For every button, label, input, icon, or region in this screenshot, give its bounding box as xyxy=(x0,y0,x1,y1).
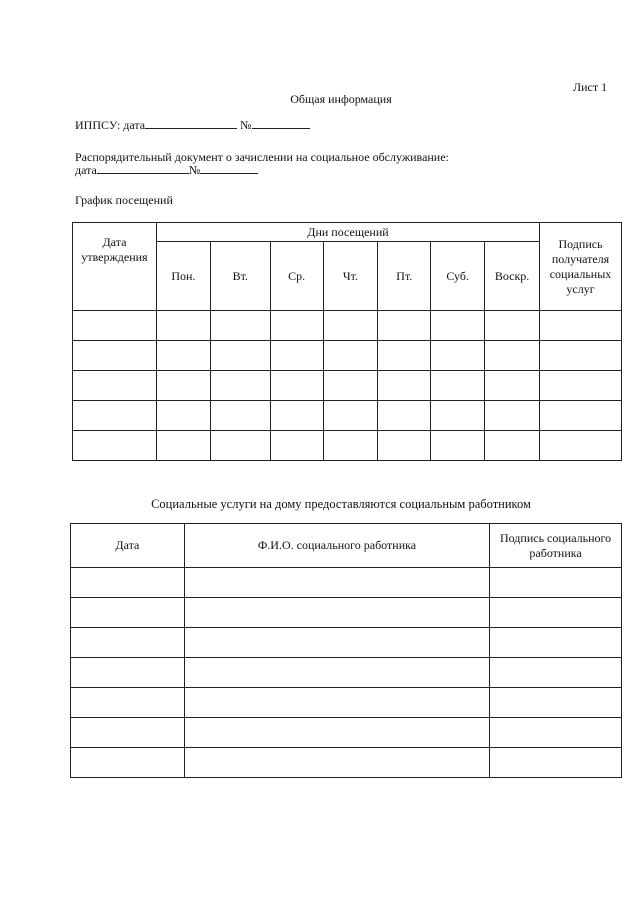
workers-cell[interactable] xyxy=(184,688,489,718)
order-number-blank xyxy=(200,163,258,174)
schedule-cell[interactable] xyxy=(73,371,157,401)
ippsu-label: ИППСУ: дата xyxy=(75,118,146,132)
schedule-cell[interactable] xyxy=(540,401,622,431)
schedule-cell[interactable] xyxy=(431,371,485,401)
workers-cell[interactable] xyxy=(490,748,622,778)
workers-cell[interactable] xyxy=(71,688,185,718)
schedule-table xyxy=(72,222,622,461)
schedule-header-days: Дни посещений xyxy=(156,223,539,242)
schedule-cell[interactable] xyxy=(210,431,270,461)
schedule-cell[interactable] xyxy=(323,431,378,461)
schedule-cell[interactable] xyxy=(485,401,540,431)
schedule-body xyxy=(73,311,622,461)
schedule-cell[interactable] xyxy=(540,341,622,371)
schedule-header-date: Дата утверждения xyxy=(73,223,157,311)
workers-header-signature: Подпись социального работника xyxy=(490,524,622,568)
day-header: Ср. xyxy=(270,242,323,311)
ippsu-number-sign: № xyxy=(240,118,252,132)
schedule-heading: График посещений xyxy=(75,193,173,207)
workers-cell[interactable] xyxy=(490,568,622,598)
schedule-cell[interactable] xyxy=(540,371,622,401)
schedule-cell[interactable] xyxy=(378,431,431,461)
workers-cell[interactable] xyxy=(490,598,622,628)
workers-cell[interactable] xyxy=(184,718,489,748)
schedule-row xyxy=(73,431,622,461)
schedule-cell[interactable] xyxy=(323,401,378,431)
schedule-cell[interactable] xyxy=(323,311,378,341)
schedule-cell[interactable] xyxy=(431,431,485,461)
schedule-cell[interactable] xyxy=(156,431,210,461)
schedule-cell[interactable] xyxy=(270,401,323,431)
workers-cell[interactable] xyxy=(184,658,489,688)
schedule-cell[interactable] xyxy=(73,431,157,461)
workers-cell[interactable] xyxy=(184,598,489,628)
workers-cell[interactable] xyxy=(71,658,185,688)
schedule-cell[interactable] xyxy=(378,401,431,431)
day-header: Воскр. xyxy=(485,242,540,311)
workers-cell[interactable] xyxy=(71,748,185,778)
schedule-cell[interactable] xyxy=(270,431,323,461)
schedule-cell[interactable] xyxy=(210,401,270,431)
schedule-cell[interactable] xyxy=(378,371,431,401)
day-header: Вт. xyxy=(210,242,270,311)
workers-row xyxy=(71,568,622,598)
schedule-cell[interactable] xyxy=(270,311,323,341)
schedule-cell[interactable] xyxy=(210,371,270,401)
workers-cell[interactable] xyxy=(71,598,185,628)
schedule-row xyxy=(73,311,622,341)
schedule-cell[interactable] xyxy=(485,431,540,461)
ippsu-line xyxy=(75,118,310,133)
order-document-line: Распорядительный документ о зачислении на социальное обслуживание: xyxy=(75,150,449,164)
schedule-cell[interactable] xyxy=(431,401,485,431)
order-document-fields xyxy=(75,163,258,178)
workers-heading: Социальные услуги на дому предоставляются социальным работником xyxy=(151,497,531,511)
workers-row xyxy=(71,628,622,658)
day-header: Пон. xyxy=(156,242,210,311)
workers-cell[interactable] xyxy=(184,748,489,778)
schedule-cell[interactable] xyxy=(485,311,540,341)
ippsu-number-blank xyxy=(252,118,310,129)
order-date-blank xyxy=(97,163,189,174)
workers-cell[interactable] xyxy=(71,568,185,598)
schedule-cell[interactable] xyxy=(73,341,157,371)
schedule-row xyxy=(73,401,622,431)
schedule-cell[interactable] xyxy=(540,431,622,461)
workers-body xyxy=(71,568,622,778)
schedule-cell[interactable] xyxy=(485,341,540,371)
workers-cell[interactable] xyxy=(71,628,185,658)
workers-row xyxy=(71,748,622,778)
day-header: Пт. xyxy=(378,242,431,311)
schedule-cell[interactable] xyxy=(540,311,622,341)
schedule-cell[interactable] xyxy=(378,311,431,341)
workers-row xyxy=(71,688,622,718)
workers-cell[interactable] xyxy=(184,568,489,598)
schedule-cell[interactable] xyxy=(156,311,210,341)
schedule-row xyxy=(73,371,622,401)
workers-cell[interactable] xyxy=(184,628,489,658)
workers-row xyxy=(71,718,622,748)
schedule-cell[interactable] xyxy=(323,341,378,371)
workers-cell[interactable] xyxy=(490,658,622,688)
day-header: Суб. xyxy=(431,242,485,311)
schedule-cell[interactable] xyxy=(73,401,157,431)
schedule-cell[interactable] xyxy=(323,371,378,401)
workers-header-name: Ф.И.О. социального работника xyxy=(184,524,489,568)
schedule-cell[interactable] xyxy=(378,341,431,371)
order-number-sign: № xyxy=(188,163,201,177)
schedule-cell[interactable] xyxy=(73,311,157,341)
ippsu-date-blank xyxy=(145,118,237,129)
workers-header-date: Дата xyxy=(71,524,185,568)
page-title: Общая информация xyxy=(290,92,392,106)
workers-cell[interactable] xyxy=(490,688,622,718)
schedule-cell[interactable] xyxy=(210,341,270,371)
workers-row xyxy=(71,658,622,688)
workers-cell[interactable] xyxy=(490,628,622,658)
order-date-label: дата xyxy=(75,163,97,177)
schedule-cell[interactable] xyxy=(156,371,210,401)
schedule-row xyxy=(73,341,622,371)
schedule-cell[interactable] xyxy=(156,341,210,371)
schedule-header-signature: Подпись получателя социальных услуг xyxy=(540,223,622,311)
sheet-number: Лист 1 xyxy=(573,80,608,94)
workers-row xyxy=(71,598,622,628)
schedule-cell[interactable] xyxy=(270,371,323,401)
schedule-cell[interactable] xyxy=(431,341,485,371)
workers-cell[interactable] xyxy=(490,718,622,748)
schedule-cell[interactable] xyxy=(210,311,270,341)
schedule-cell[interactable] xyxy=(485,371,540,401)
day-header: Чт. xyxy=(323,242,378,311)
workers-table xyxy=(70,523,622,778)
schedule-cell[interactable] xyxy=(270,341,323,371)
workers-cell[interactable] xyxy=(71,718,185,748)
schedule-cell[interactable] xyxy=(431,311,485,341)
schedule-cell[interactable] xyxy=(156,401,210,431)
